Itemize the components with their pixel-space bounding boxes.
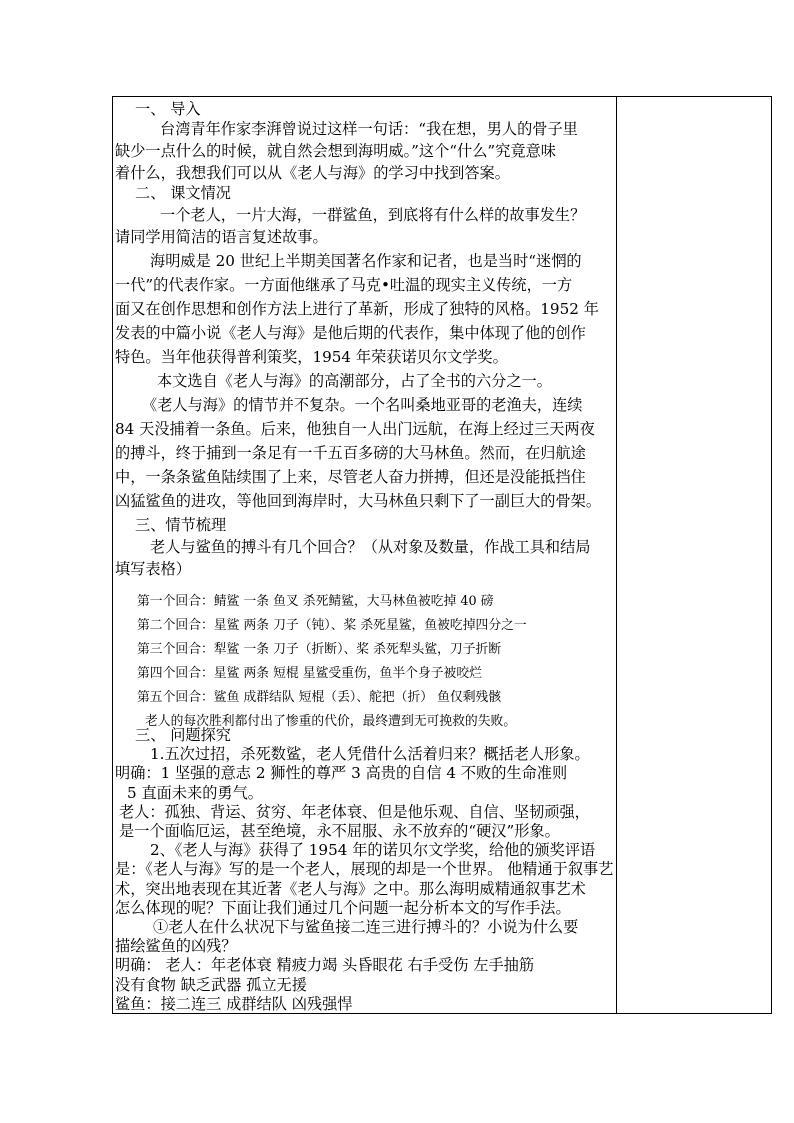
round-line: 第三个回合：犁鲨 一条 刀子（折断）、桨 杀死犁头鲨，刀子折断: [137, 642, 502, 657]
notes-column: [614, 96, 772, 1014]
paragraph-line: 请同学用简洁的语言复述故事。: [115, 228, 328, 246]
paragraph-line: 1.五次过招，杀死数鲨，老人凭借什么活着归来？概括老人形象。: [150, 745, 590, 764]
paragraph-line: 一个老人，一片大海，一群鲨鱼，到底将有什么样的故事发生？: [160, 206, 586, 224]
paragraph-line: 老人：孤独、背运、贫穷、年老体衰、但是他乐观、自信、坚韧顽强，: [119, 802, 590, 821]
paragraph-line: 怎么体现的呢？下面让我们通过几个问题一起分析本文的写作手法。: [115, 898, 571, 917]
paragraph-line: 海明威是 20 世纪上半期美国著名作家和记者，也是当时“迷惘的: [150, 252, 582, 270]
paragraph-line: 是一个面临厄运，甚至绝境，永不屈服、永不放弃的“硬汉”形象。: [119, 822, 560, 840]
paragraph-line: 填写表格）: [115, 560, 191, 578]
paragraph-line: 中，一条条鲨鱼陆续围了上来，尽管老人奋力拼搏，但还是没能抵挡住: [115, 468, 586, 486]
paragraph-line: 一代”的代表作家。一方面他继承了马克•吐温的现实主义传统，一方: [115, 276, 573, 294]
paragraph-line: 面又在创作思想和创作方法上进行了革新，形成了独特的风格。1952 年: [115, 300, 599, 318]
round-line: 第五个回合：鲨鱼 成群结队 短棍（丢）、舵把（折） 鱼仅剩残骸: [137, 690, 502, 705]
paragraph-line: 2、《老人与海》获得了 1954 年的诺贝尔文学奖，给他的颁奖评语: [150, 841, 596, 860]
paragraph-line: 84 天没捕着一条鱼。后来，他独自一人出门远航，在海上经过三天两夜: [115, 420, 595, 438]
paragraph-line: 的搏斗，终于捕到一条足有一千五百多磅的大马林鱼。然而，在归航途: [115, 444, 586, 462]
paragraph-line: 术，突出地表现在其近著《老人与海》之中。那么海明威精通叙事艺术: [115, 879, 586, 898]
paragraph-line: 5 直面未来的勇气。: [127, 783, 263, 802]
section-heading-plot: 三、情节梳理: [135, 516, 227, 534]
round-line: 第四个回合：星鲨 两条 短棍 星鲨受重伤，鱼半个身子被咬烂: [137, 666, 482, 681]
paragraph-line: 描绘鲨鱼的凶残？: [115, 937, 237, 956]
section-heading-intro: 一、 导入: [135, 100, 201, 118]
section-heading-inquiry: 三、 问题探究: [135, 726, 231, 744]
paragraph-line: 是：《老人与海》写的是一个老人，展现的却是一个世界。 他精通于叙事艺: [115, 860, 614, 879]
paragraph-line: 本文选自《老人与海》的高潮部分，占了全书的六分之一。: [157, 372, 552, 390]
lesson-table: [112, 96, 617, 1014]
paragraph-line: 特色。当年他获得普利策奖，1954 年荣获诺贝尔文学奖。: [115, 348, 508, 366]
paragraph-line: 缺少一点什么的时候，就自然会想到海明威。”这个“什么”究竟意味: [115, 142, 556, 160]
paragraph-line: 明确：1 坚强的意志 2 狮性的尊严 3 高贵的自信 4 不败的生命准则: [115, 764, 568, 783]
paragraph-line: 发表的中篇小说《老人与海》是他后期的代表作，集中体现了他的创作: [115, 324, 586, 342]
round-line: 第二个回合：星鲨 两条 刀子（钝）、桨 杀死星鲨，鱼被吃掉四分之一: [137, 618, 527, 633]
paragraph-line: 台湾青年作家李湃曾说过这样一句话：“我在想，男人的骨子里: [160, 120, 578, 138]
paragraph-line: 老人与鲨鱼的搏斗有几个回合？（从对象及数量，作战工具和结局: [150, 538, 591, 556]
paragraph-line: 《老人与海》的情节并不复杂。一个名叫桑地亚哥的老渔夫，连续: [142, 396, 583, 414]
section-heading-text: 二、 课文情况: [135, 184, 231, 202]
paragraph-line: 明确： 老人：年老体衰 精疲力竭 头昏眼花 右手受伤 左手抽筋: [115, 956, 535, 975]
paragraph-line: 鲨鱼：接二连三 成群结队 凶残强悍: [115, 994, 353, 1013]
paragraph-line: 着什么，我想我们可以从《老人与海》的学习中找到答案。: [115, 164, 510, 182]
paragraph-line: 没有食物 缺乏武器 孤立无援: [115, 975, 307, 994]
round-line: 第一个回合：鲭鲨 一条 鱼叉 杀死鲭鲨，大马林鱼被吃掉 40 磅: [137, 594, 494, 609]
paragraph-line: ①老人在什么状况下与鲨鱼接二连三进行搏斗的？小说为什么要: [153, 918, 579, 936]
paragraph-line: 凶猛鲨鱼的进攻，等他回到海岸时，大马林鱼只剩下了一副巨大的骨架。: [115, 492, 601, 510]
round-summary: 老人的每次胜利都付出了惨重的代价，最终遭到无可挽救的失败。: [145, 714, 517, 729]
